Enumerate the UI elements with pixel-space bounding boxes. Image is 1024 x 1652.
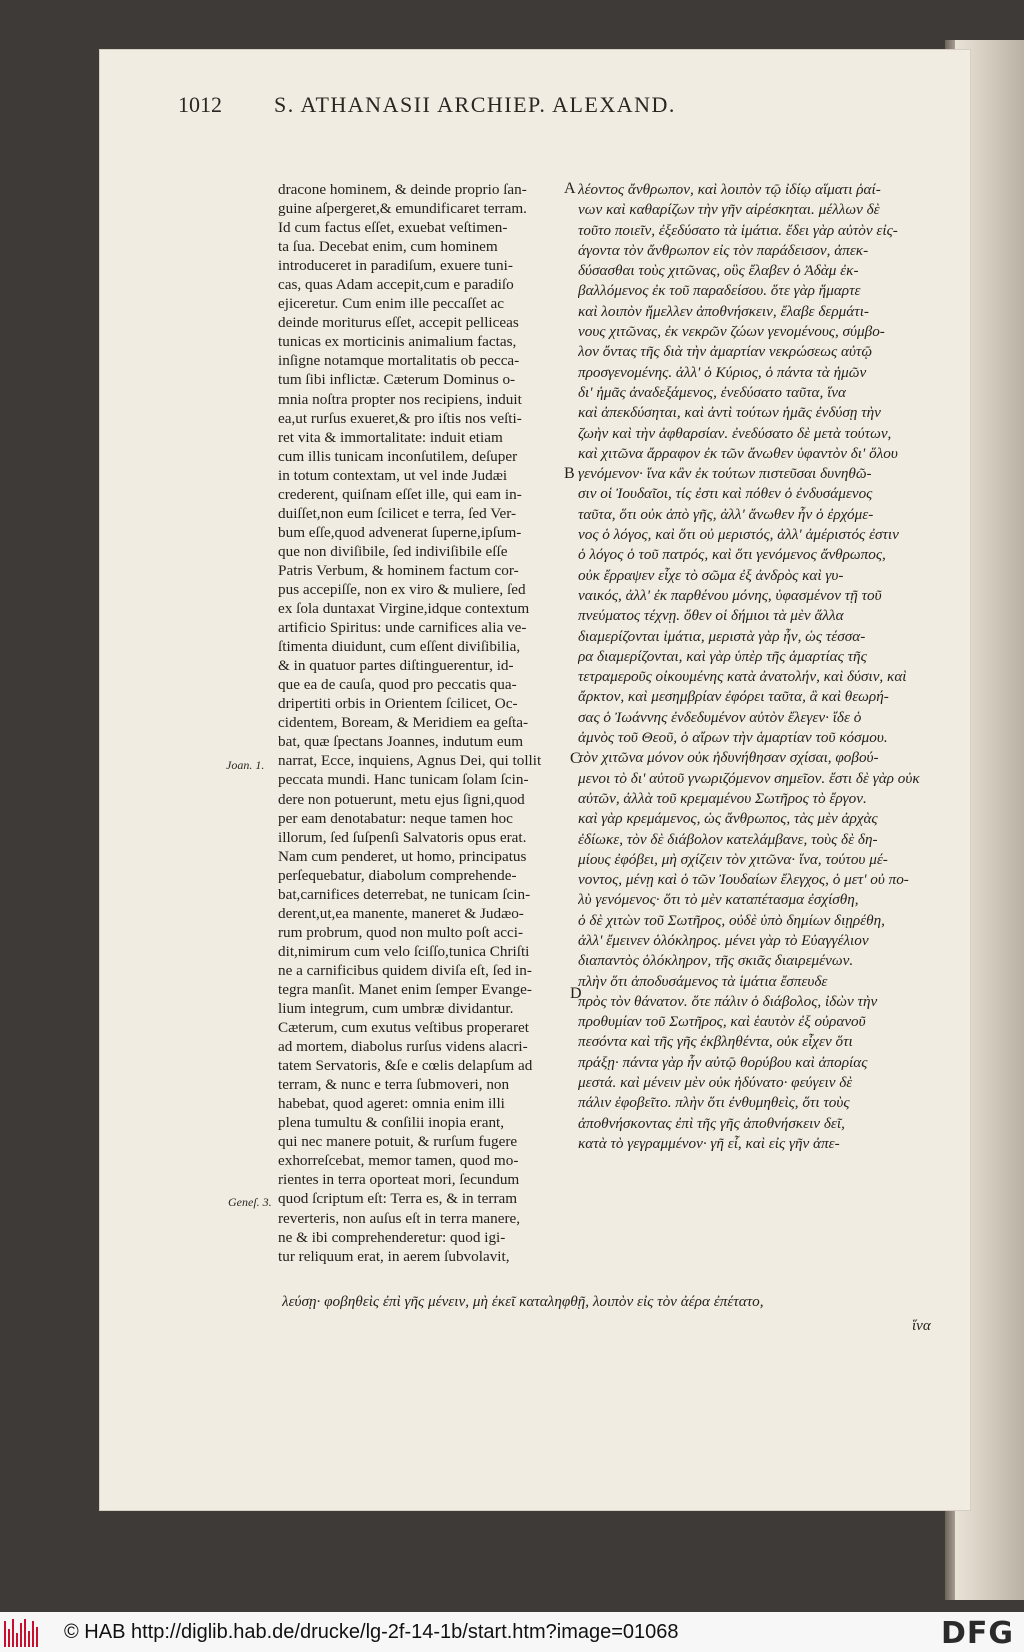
- greek-text-line: ρα διαμερίζονται, καὶ γὰρ ὑπὲρ τῆς ἁμαρτίας τῆς: [578, 647, 867, 665]
- latin-text-line: dit,nimirum cum velo ſciſſo,tunica Chriſti: [278, 942, 530, 960]
- greek-text-line: ἀποθνήσκοντας ἐπὶ τῆς γῆς ἀποθνήσκειν δεῖ,: [578, 1114, 845, 1132]
- greek-text-line: σιν οἱ Ἰουδαῖοι, τίς ἐστι καὶ πόθεν ὁ ἐνδυσάμενος: [578, 485, 873, 503]
- greek-text-line: προσγενομένης. ἀλλ' ὁ Κύριος, ὁ πάντα τὰ ἡμῶν: [578, 363, 867, 381]
- hab-logo-icon: [4, 1617, 48, 1647]
- greek-text-line: βαλλόμενος ἐκ τοῦ παραδείσου. ὅτε γὰρ ἥμαρτε: [578, 282, 861, 300]
- greek-text-line: ὁ λόγος ὁ τοῦ πατρός, καὶ ὅτι γενόμενος ἄνθρωπος,: [578, 546, 886, 564]
- latin-text-line: ta ſua. Decebat enim, cum hominem: [278, 238, 498, 256]
- greek-text-line: αὐτῶν, ἀλλὰ τοῦ κρεμαμένου Σωτῆρος τὸ ἔργον.: [578, 789, 867, 807]
- latin-text-line: ret vita & immortalitate: induit etiam: [278, 428, 503, 446]
- latin-text-line: inſigne notamque mortalitatis ob pecca-: [278, 352, 520, 370]
- latin-text-line: Patris Verbum, & hominem factum cor-: [278, 561, 519, 579]
- latin-text-line: cas, quas Adam accepit,cum e paradiſo: [278, 276, 514, 294]
- latin-text-line: mnia noſtra propter nos recipiens, induit: [278, 390, 522, 408]
- latin-text-line: lium integrum, cum umbræ dividantur.: [278, 1000, 514, 1018]
- latin-text-line: ne & ibi comprehenderetur: quod igi-: [278, 1228, 506, 1246]
- greek-text-line: πλὴν ὅτι ἀποδυσάμενος τὰ ἱμάτια ἔσπευδε: [578, 972, 828, 990]
- latin-text-line: in totum contextam, ut vel inde Judæi: [278, 466, 508, 484]
- margin-note-genes: Geneſ. 3.: [228, 1195, 272, 1209]
- greek-column: [578, 180, 943, 1154]
- latin-text-line: ejiceretur. Cum enim ille peccaſſet ac: [278, 295, 505, 313]
- greek-text-line: καὶ χιτῶνα ἄρραφον ἐκ τῶν ἄνωθεν ὑφαντὸν δι' ὅλου: [578, 444, 898, 462]
- latin-text-line: deinde moriturus eſſet, accepit pelliceas: [278, 314, 519, 332]
- greek-text-line: τοῦτο ποιεῖν, ἐξεδύσατο τὰ ἱμάτια. ἔδει γὰρ αὐτὸν εἰς-: [578, 221, 898, 239]
- latin-text-line: perſequebatur, diabolum comprehende-: [278, 866, 517, 884]
- latin-text-line: exhorreſcebat, memor tamen, quod mo-: [278, 1152, 519, 1170]
- latin-text-line: tunicas ex morticinis animalium factas,: [278, 333, 517, 351]
- greek-text-line: δύσασθαι τοὺς χιτῶνας, οὓς ἔλαβεν ὁ Ἀδὰμ ἐκ-: [578, 262, 859, 280]
- running-head: [178, 92, 818, 118]
- latin-text-line: guine aſpergeret,& emundificaret terram.: [278, 200, 527, 218]
- greek-text-line: νος ὁ λόγος, καὶ ὅτι οὐ μεριστός, ἀλλ' ἀμέριστός ἐστιν: [578, 526, 899, 544]
- greek-text-line: πράξῃ· πάντα γὰρ ἦν αὐτῷ θορύβου καὶ ἀπορίας: [578, 1053, 868, 1071]
- latin-text-line: ad mortem, diabolus rurſus videns alacri-: [278, 1038, 528, 1056]
- latin-text-line: illorum, ſed ſuſpenſi Salvatoris opus erat.: [278, 828, 527, 846]
- greek-text-line: γενόμενον· ἵνα κἂν ἐκ τούτων πιστεῦσαι δυνηθῶ-: [578, 465, 872, 483]
- page-title: S. ATHANASII ARCHIEP. ALEXAND.: [274, 92, 676, 117]
- latin-text-line: cidentem, Boream, & Meridiem ea geſta-: [278, 714, 529, 732]
- page-number: 1012: [178, 92, 222, 117]
- latin-text-line: bat,carnifices deterrebat, ne tunicam ſcin-: [278, 885, 531, 903]
- latin-text-line: introduceret in paradiſum, exuere tuni-: [278, 257, 513, 275]
- greek-text-line: πνεύματος τέχνῃ. ὅθεν οἱ δήμιοι τὰ μὲν ἄλλα: [578, 607, 844, 625]
- greek-text-line: λέοντος ἄνθρωπον, καὶ λοιπὸν τῷ ἰδίῳ αἵματι ῥαί-: [578, 181, 881, 198]
- latin-text-line: ex ſola duntaxat Virgine,idque contextum: [278, 600, 530, 618]
- latin-column: [278, 180, 566, 1266]
- latin-text-line: ne a carnificibus quidem diviſa eſt, ſed in-: [278, 961, 532, 979]
- latin-text-line: bum eſſe,quod advenerat ſuperne,ipſum-: [278, 523, 522, 541]
- latin-text-line: crederent, quiſnam eſſet ille, qui eam in-: [278, 485, 522, 503]
- latin-text-line: rientes in terra oporteat mori, ſecundum: [278, 1171, 520, 1189]
- latin-text-line: tatem Servatoris, &ſe e cœlis delapſum ad: [278, 1057, 533, 1075]
- greek-text-line: καὶ γὰρ κρεμάμενος, ὡς ἄνθρωπος, τὰς μὲν ἀρχὰς: [578, 810, 878, 828]
- latin-text-line: dracone hominem, & deinde proprio ſan-: [278, 181, 527, 198]
- latin-text-line: artificio Spiritus: unde carnifices alia ve-: [278, 619, 527, 637]
- greek-text-line: νους χιτῶνας, ἐκ νεκρῶν ζώων γενομένους, σύμβο-: [578, 323, 885, 341]
- greek-text-line: ναικός, ἀλλ' ἐκ παρθένου μόνης, ὑφασμένον τῇ τοῦ: [578, 586, 882, 604]
- greek-text-line: οὐκ ἔρραψεν εἶχε τὸ σῶμα ἐξ ἀνδρὸς καὶ γυ-: [578, 566, 844, 584]
- greek-text-line: μενοι τὸ δι' αὐτοῦ γνωριζόμενον σημεῖον. ἔστι δὲ γὰρ οὐκ: [578, 769, 920, 787]
- dfg-logo: DFG: [940, 1616, 1014, 1651]
- greek-text-line: νοντος, μένῃ καὶ ὁ τῶν Ἰουδαίων ἔλεγχος, ὁ μετ' οὐ πο-: [578, 871, 909, 889]
- latin-text-line: cum illis tunicam inconſutilem, deſuper: [278, 447, 518, 465]
- latin-text-line: que non diviſibile, ſed indiviſibile eſſe: [278, 542, 508, 560]
- greek-text-line: πρὸς τὸν θάνατον. ὅτε πάλιν ὁ διάβολος, ἰδὼν τὴν: [578, 992, 878, 1010]
- greek-text-line: καὶ λοιπὸν ἤμελλεν ἀποθνήσκειν, ἔλαβε δερμάτι-: [578, 302, 869, 320]
- greek-text-line: πάλιν ἐφοβεῖτο. πλὴν ὅτι ἐνθυμηθεὶς, ὅτι τοὺς: [578, 1094, 850, 1112]
- latin-text-line: Id cum factus eſſet, exuebat veſtimen-: [278, 219, 508, 237]
- latin-text-line: Nam cum penderet, ut homo, principatus: [278, 847, 527, 865]
- latin-text-line: quod ſcriptum eſt: Terra es, & in terram: [278, 1190, 518, 1208]
- latin-text-line: terram, & nunc e terra ſubmoveri, non: [278, 1076, 510, 1094]
- latin-text-line: & in quatuor partes diſtinguerentur, id-: [278, 657, 514, 675]
- greek-text-line: διαπαντὸς ὁλόκληρον, τῆς σκιᾶς διαιρεμένων.: [578, 952, 854, 970]
- greek-foot-text: λεύσῃ· φοβηθεὶς ἐπὶ γῆς μένειν, μὴ ἐκεῖ καταληφθῇ, λοιπὸν εἰς τὸν ἀέρα ἐπέτατο,: [282, 1293, 764, 1310]
- latin-text-line: narrat, Ecce, inquiens, Agnus Dei, qui tollit: [278, 752, 542, 770]
- latin-text-line: tum ſibi inflictæ. Cæterum Dominus o-: [278, 371, 516, 389]
- latin-text-line: ſtimenta diuidunt, cum eſſent diviſibilia,: [278, 638, 521, 656]
- greek-text-line: κατὰ τὸ γεγραμμένον· γῆ εἶ, καὶ εἰς γῆν ἀπε-: [578, 1134, 840, 1152]
- greek-text-line: καὶ ἀπεκδύσηται, καὶ ἀντὶ τούτων ἡμᾶς ἐνδύσῃ τὴν: [578, 404, 881, 422]
- greek-text-line: νων καὶ καθαρίζων τὴν γῆν αἱρέσκηται. μέλλων δὲ: [578, 201, 880, 219]
- greek-text-line: λον ὄντας τῆς διὰ τὴν ἁμαρτίαν νεκρώσεως αὐτῷ: [578, 343, 873, 361]
- greek-text-line: τὸν χιτῶνα μόνον οὐκ ἠδυνήθησαν σχίσαι, φοβού-: [578, 749, 879, 767]
- greek-text-line: ταῦτα, ὅτι οὐκ ἀπὸ γῆς, ἀλλ' ἄνωθεν ἦν ὁ ἐρχόμε-: [578, 505, 874, 523]
- catchword: ἵνα: [912, 1318, 931, 1334]
- margin-note-joan: Joan. 1.: [226, 758, 265, 772]
- greek-text-line: μεστά. καὶ μένειν μὲν οὐκ ἠδύνατο· φεύγειν δὲ: [578, 1074, 853, 1092]
- greek-text-line: διαμερίζονται ἱμάτια, μεριστὰ γὰρ ἦν, ὡς τέσσα-: [578, 627, 866, 645]
- greek-text-line: άγοντα τὸν ἄνθρωπον εἰς τὸν παράδεισον, ἀπεκ-: [578, 241, 869, 259]
- greek-text-line: ἐδίωκε, τὸν δὲ διάβολον κατελάμβανε, τοὺς δὲ δη-: [578, 830, 878, 848]
- latin-text-line: pus accepiſſe, non ex viro & muliere, ſed: [278, 580, 526, 598]
- latin-text-line: duiſſet,non eum ſcilicet e terra, ſed Ver-: [278, 504, 517, 522]
- greek-text-line: σας ὁ Ἰωάννης ἐνδεδυμένον αὐτὸν ἔλεγεν· ἴδε ὁ: [578, 708, 862, 726]
- latin-text-line: plena tumultu & conſilii inopia erant,: [278, 1114, 505, 1132]
- viewer-footer: [0, 1612, 1024, 1652]
- greek-text-line: προθυμίαν τοῦ Σωτῆρος, καὶ ἑαυτὸν ἐξ οὐρανοῦ: [578, 1013, 866, 1031]
- latin-text-line: per eam denotabatur: neque tamen hoc: [278, 809, 513, 827]
- latin-text-line: bat, quæ ſpectans Joannes, indutum eum: [278, 733, 524, 751]
- greek-footer-line: [282, 1290, 942, 1314]
- greek-text-line: πεσόντα καὶ τῆς γῆς ἐκβληθέντα, οὐκ εἶχεν ὅτι: [578, 1033, 853, 1051]
- latin-text-line: que ea de cauſa, quod pro peccatis qua-: [278, 676, 517, 694]
- section-letter-c: C: [570, 750, 581, 767]
- footer-copyright-link[interactable]: © HAB http://diglib.hab.de/drucke/lg-2f-14-1b/start.htm?image=01068: [64, 1620, 679, 1643]
- section-letter-a: A: [564, 180, 576, 197]
- latin-text-line: tur reliquum erat, in aerem ſubvolavit,: [278, 1247, 510, 1265]
- greek-text-line: ὁ δὲ χιτὼν τοῦ Σωτῆρος, οὐδὲ ὑπὸ δημίων διῃρέθη,: [578, 911, 885, 929]
- latin-text-line: dere non potuerunt, metu ejus ſigni,quod: [278, 790, 525, 808]
- latin-text-line: tegra manſit. Manet enim ſemper Evange-: [278, 980, 532, 998]
- latin-text-line: derent,ut,ea manente, maneret & Judæo-: [278, 904, 524, 922]
- latin-text-line: peccata mundi. Hanc tunicam ſolam ſcin-: [278, 771, 529, 789]
- section-letter-d: D: [570, 985, 582, 1002]
- latin-text-line: qui nec manere potuit, & rurſum fugere: [278, 1133, 518, 1151]
- greek-text-line: τετραμεροῦς οἰκουμένης κατὰ ἀνατολήν, καὶ δύσιν, καὶ: [578, 668, 907, 686]
- latin-text-line: Cæterum, cum exutus veſtibus properaret: [278, 1019, 529, 1037]
- greek-text-line: ζωὴν καὶ τὴν ἀφθαρσίαν. ἐνεδύσατο δὲ μετὰ τούτων,: [578, 424, 892, 442]
- greek-text-line: ἀλλ' ἔμεινεν ὁλόκληρος. μένει γὰρ τὸ Εὐαγγέλιον: [578, 931, 869, 949]
- greek-text-line: ἀμνὸς τοῦ Θεοῦ, ὁ αἴρων τὴν ἁμαρτίαν τοῦ κόσμου.: [578, 729, 888, 747]
- greek-text-line: ἄρκτον, καὶ μεσημβρίαν ἐφόρει ταῦτα, ἃ καὶ θεωρή-: [578, 688, 889, 706]
- greek-text-line: μίους ἐφόβει, μὴ σχίζειν τὸν χιτῶνα· ἵνα, τούτου μέ-: [578, 850, 888, 868]
- latin-text-line: reverteris, non auſus eſt in terra manere,: [278, 1209, 521, 1227]
- latin-text-line: dripertiti orbis in Orientem ſcilicet, Oc-: [278, 695, 518, 713]
- latin-text-line: ea,ut rurſus exueret,& pro iſtis nos veſti-: [278, 409, 522, 427]
- latin-text-line: habebat, quod ageret: omnia enim illi: [278, 1095, 505, 1113]
- latin-text-line: rum probrum, quod non multo poſt acci-: [278, 923, 524, 941]
- greek-text-line: λὺ γενόμενος· ὅτι τὸ μὲν καταπέτασμα ἐσχίσθη,: [578, 891, 859, 909]
- greek-text-line: δι' ἡμᾶς ἀναδεξάμενος, ἐνεδύσατο ταῦτα, ἵνα: [578, 383, 847, 401]
- section-letter-b: B: [564, 465, 575, 482]
